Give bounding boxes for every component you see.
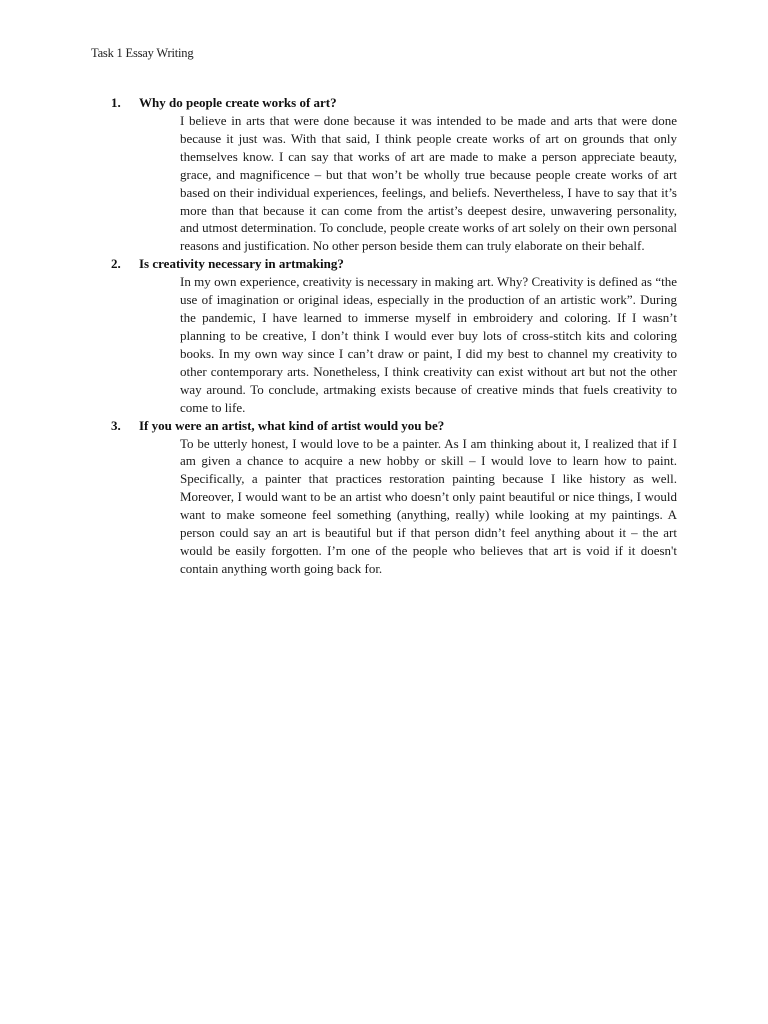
question-title: If you were an artist, what kind of artist would you be? (139, 417, 445, 433)
answer-paragraph: I believe in arts that were done because it was intended to be made and arts that were done because it just was. With that said, I think people create works of art on grounds that only themselves know. I can say that works of art are made to make a person appreciate beauty, grace, and magnificence – but that won’t be wholly true because people create works of art based on their individual experiences, feelings, and beliefs. Nevertheless, I have to say that it’s more than that because it can come from the artist’s deepest desire, unwavering personality, and utmost determination. To conclude, people create works of art solely on their own personal reasons and justification. No other person beside them can truly elaborate on their behalf. (180, 113, 677, 254)
question-item (111, 417, 677, 578)
question-list (111, 94, 677, 578)
question-title: Is creativity necessary in artmaking? (139, 256, 344, 272)
answer-paragraph: In my own experience, creativity is necessary in making art. Why? Creativity is defined as “the use of imagination or original ideas, especially in the production of an artistic work”. During the pandemic, I have learned to immerse myself in embroidery and coloring. If I wasn’t planning to be creative, I don’t think I would ever buy lots of cross-stitch kits and coloring books. In my own way since I can’t draw or paint, I did my best to channel my creativity to other contemporary arts. Nonetheless, I think creativity can exist without art but not the other way around. To conclude, artmaking exists because of creative minds that fuels creativity to come to life. (180, 274, 677, 415)
question-item (111, 94, 677, 255)
question-title: Why do people create works of art? (139, 95, 337, 110)
question-item (111, 255, 677, 416)
answer-paragraph: To be utterly honest, I would love to be a painter. As I am thinking about it, I realized that if I am given a chance to acquire a new hobby or skill – I would love to learn how to paint. Specifically, a painter that practices restoration painting because I like history as well. Moreover, I would want to be an artist who doesn’t only paint beautiful or nice things, I would want to make someone feel something (anything, really) while looking at my paintings. A person could say an art is beautiful but if that person didn’t feel anything about it – the art would be easily forgotten. I’m one of the people who believes that art is void if it doesn't contain anything worth going back for. (180, 435, 677, 576)
question-number: 2. (111, 256, 121, 272)
question-heading (111, 255, 677, 273)
question-number: 3. (111, 417, 121, 433)
document-header: Task 1 Essay Writing (91, 46, 194, 60)
question-heading (111, 417, 677, 435)
question-heading (111, 94, 677, 112)
question-number: 1. (111, 95, 121, 110)
